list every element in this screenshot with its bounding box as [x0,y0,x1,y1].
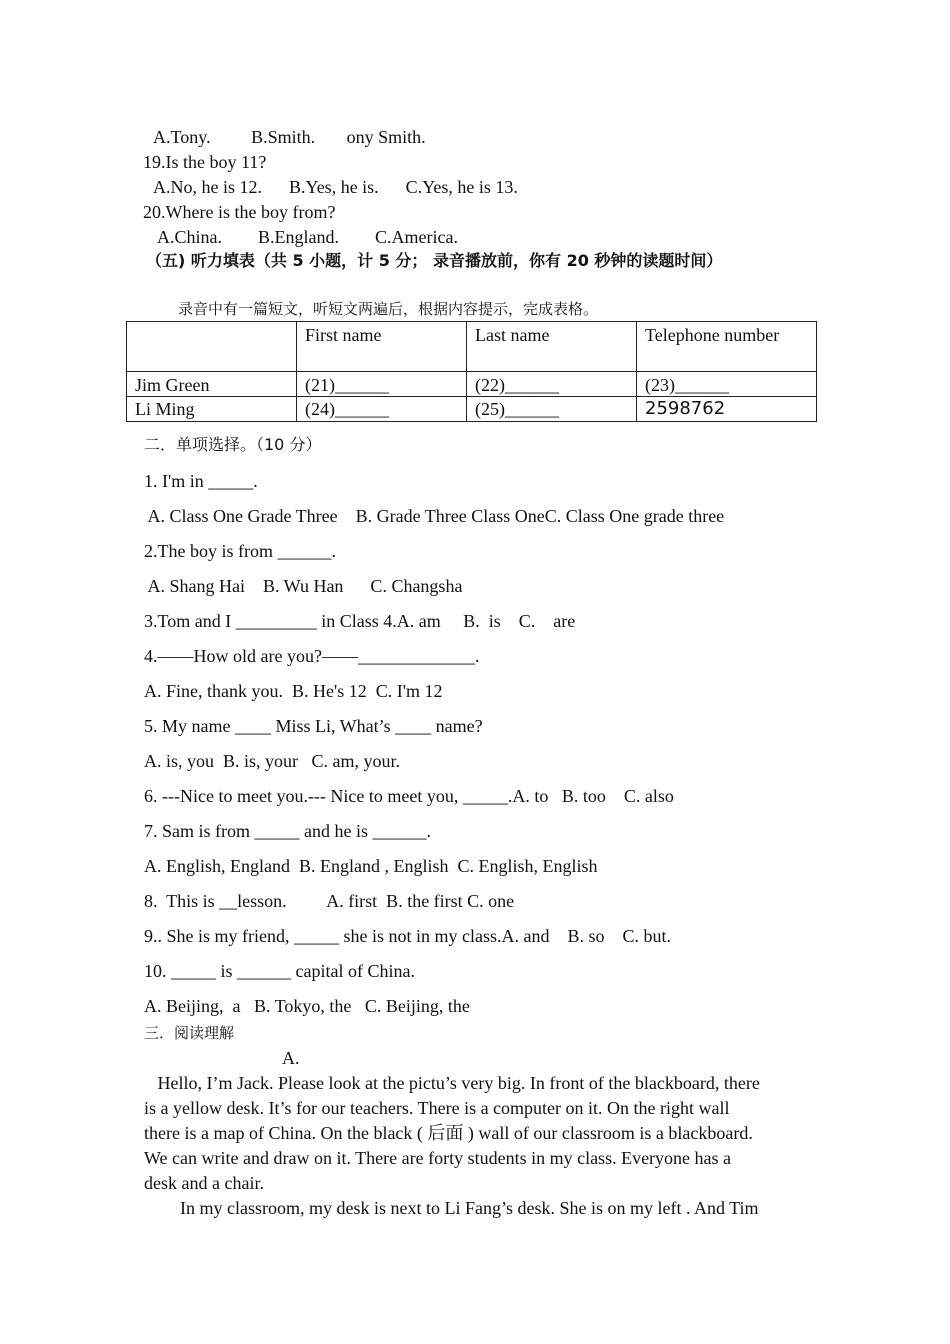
table-cell: (21)______ [297,372,467,397]
part2-line: 6. ---Nice to meet you.--- Nice to meet you, _____.A. to B. too C. also [144,786,674,806]
passage-line: Hello, I’m Jack. Please look at the pictu’s very big. In front of the blackboard, there [144,1073,760,1093]
table-cell: 2598762 [637,397,817,422]
part2-line: A. Fine, thank you. B. He's 12 C. I'm 12 [144,681,443,701]
passage-line: desk and a chair. [144,1173,264,1193]
table-cell: (23)______ [637,372,817,397]
table-header-row [127,322,817,372]
passage-line: is a yellow desk. It’s for our teachers. There is a computer on it. On the right wall [144,1098,730,1118]
part2-line: 4.——How old are you?——_____________. [144,646,480,666]
table-header-cell: First name [297,322,467,372]
part2-line: 1. I'm in _____. [144,471,258,491]
part2-line: 9.. She is my friend, _____ she is not in my class.A. and B. so C. but. [144,926,671,946]
table-cell: (25)______ [467,397,637,422]
table-header-cell [127,322,297,372]
part3-heading: 三．阅读理解 [144,1024,235,1042]
part2-line: 5. My name ____ Miss Li, What’s ____ name? [144,716,483,736]
q18-options: A.Tony. B.Smith. ony Smith. [153,127,426,147]
passage-label: A. [282,1048,300,1068]
listening-fill-table [126,321,817,422]
table-header-cell: Telephone number [637,322,817,372]
part2-line: A. Shang Hai B. Wu Han C. Changsha [144,576,463,596]
part2-line: A. English, England B. England , English C. English, English [144,856,598,876]
table-row [127,372,817,397]
passage-line: In my classroom, my desk is next to Li Fang’s desk. She is on my left . And Tim [144,1198,759,1218]
table-cell: Jim Green [127,372,297,397]
table-header-cell: Last name [467,322,637,372]
section5-instruction: 录音中有一篇短文，听短文两遍后，根据内容提示，完成表格。 [178,300,599,318]
part2-line: 7. Sam is from _____ and he is ______. [144,821,431,841]
table-cell: (24)______ [297,397,467,422]
part2-line: A. Class One Grade Three B. Grade Three Class OneC. Class One grade three [144,506,725,526]
part2-heading: 二．单项选择。（10 分） [144,435,322,454]
q20-question: 20.Where is the boy from? [143,202,336,222]
table-cell: (22)______ [467,372,637,397]
table-row [127,397,817,422]
q19-options: A.No, he is 12. B.Yes, he is. C.Yes, he is 13. [153,177,518,197]
part2-line: 3.Tom and I _________ in Class 4.A. am B. is C. are [144,611,576,631]
part2-line: A. is, you B. is, your C. am, your. [144,751,401,771]
part2-line: 8. This is __lesson. A. first B. the first C. one [144,891,515,911]
q19-question: 19.Is the boy 11? [143,152,267,172]
passage-line: We can write and draw on it. There are forty students in my class. Everyone has a [144,1148,732,1168]
section5-heading: （五) 听力填表（共 5 小题，计 5 分； 录音播放前，你有 20 秒钟的读题时间） [146,251,723,270]
q20-options: A.China. B.England. C.America. [157,227,458,247]
part2-line: 2.The boy is from ______. [144,541,336,561]
part2-line: 10. _____ is ______ capital of China. [144,961,415,981]
part2-line: A. Beijing, a B. Tokyo, the C. Beijing, the [144,996,470,1016]
passage-line: there is a map of China. On the black ( 后面 ) wall of our classroom is a blackboard. [144,1123,753,1143]
table-cell: Li Ming [127,397,297,422]
